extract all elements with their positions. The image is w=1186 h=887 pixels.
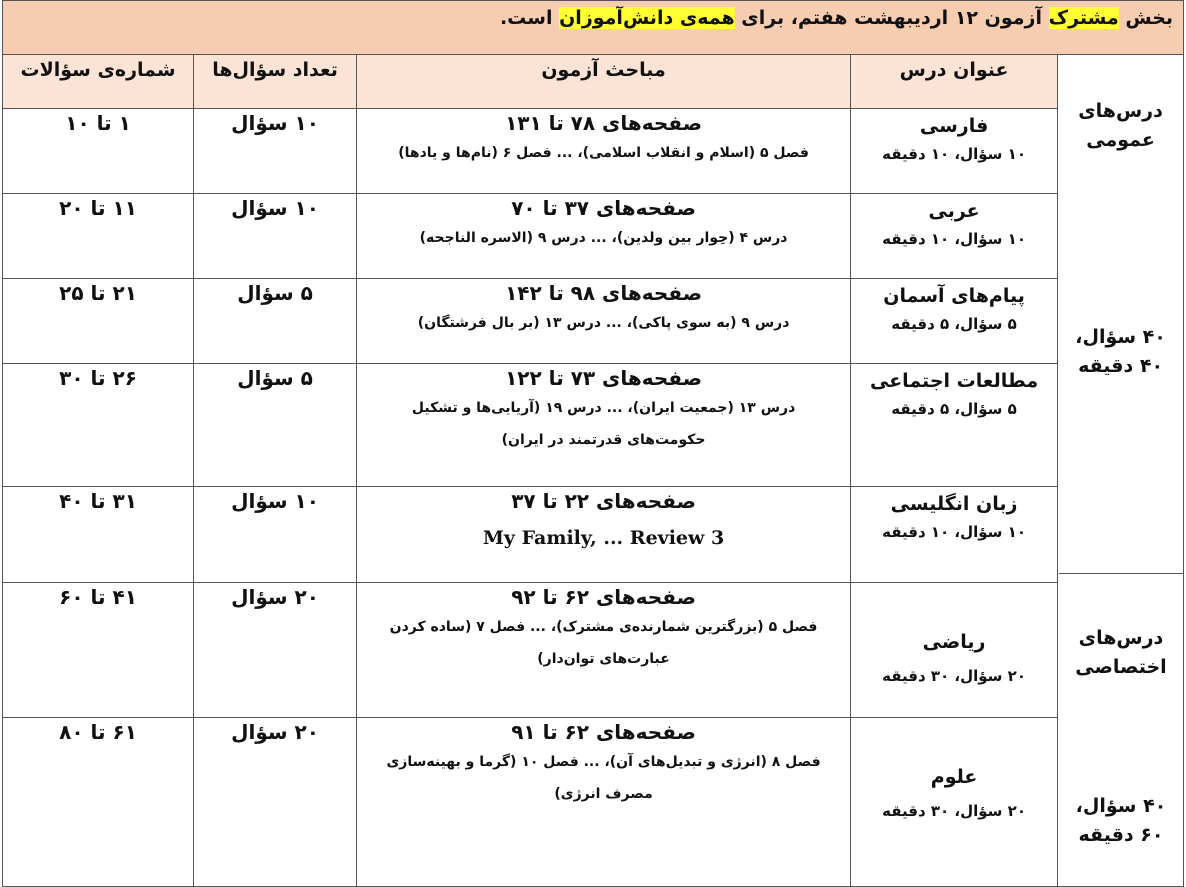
- topic-pages: صفحه‌های ۹۸ تا ۱۴۲: [505, 281, 703, 305]
- topic-cell: [357, 279, 851, 364]
- question-count: ۱۰ سؤال: [194, 194, 357, 279]
- topic-cell: [357, 109, 851, 194]
- group-specialized-meta-2: ۶۰ دقیقه: [1078, 824, 1164, 847]
- group-specialized-name-1: درس‌های: [1078, 627, 1164, 649]
- header-range: شماره‌ی سؤالات: [3, 55, 194, 109]
- header-count: تعداد سؤال‌ها: [194, 55, 357, 109]
- topic-desc: درس ۹ (به سوی پاکی)، ... درس ۱۳ (بر بال فرشتگان): [417, 315, 790, 331]
- topic-pages: صفحه‌های ۷۸ تا ۱۳۱: [505, 111, 703, 135]
- topic-cell: [357, 194, 851, 279]
- question-range: ۱۱ تا ۲۰: [3, 194, 194, 279]
- question-range: ۶۱ تا ۸۰: [3, 718, 194, 887]
- exam-topics-table: [2, 0, 1184, 887]
- question-count: ۵ سؤال: [194, 364, 357, 487]
- banner-title: [3, 1, 1184, 55]
- subject-meta: ۵ سؤال، ۵ دقیقه: [891, 400, 1017, 418]
- subject-cell: [851, 718, 1058, 887]
- table-row: [3, 279, 1184, 364]
- topic-desc: درس ۱۳ (جمعیت ایران)، ... درس ۱۹ (آریایی‌ها و تشکیل حکومت‌های قدرتمند در ایران): [411, 400, 796, 449]
- subject-name: عربی: [928, 200, 980, 222]
- subject-meta: ۱۰ سؤال، ۱۰ دقیقه: [882, 230, 1026, 248]
- topic-desc: فصل ۵ (بزرگترین شمارنده‌ی مشترک)، ... فصل ۷ (ساده کردن عبارت‌های توان‌دار): [389, 619, 818, 668]
- banner-highlight-shared: مشترک: [1048, 7, 1119, 29]
- group-general-meta-2: ۴۰ دقیقه: [1078, 355, 1164, 378]
- question-count: ۲۰ سؤال: [194, 718, 357, 887]
- table-row: [3, 583, 1184, 718]
- question-count: ۲۰ سؤال: [194, 583, 357, 718]
- table-row: [3, 364, 1184, 487]
- banner-text: آزمون ۱۲ اردیبهشت هفتم، برای: [734, 7, 1049, 29]
- header-subject: عنوان درس: [851, 55, 1058, 109]
- subject-name: ریاضی: [922, 631, 986, 653]
- topic-cell: [357, 487, 851, 583]
- banner-text: است.: [499, 7, 560, 29]
- subject-meta: ۱۰ سؤال، ۱۰ دقیقه: [882, 145, 1026, 163]
- topic-pages: صفحه‌های ۲۲ تا ۳۷: [511, 489, 696, 513]
- group-general-label: [1058, 97, 1183, 156]
- group-specialized-meta-1: ۴۰ سؤال،: [1075, 795, 1167, 817]
- question-range: ۱ تا ۱۰: [3, 109, 194, 194]
- subject-cell: [851, 364, 1058, 487]
- header-topics: مباحث آزمون: [357, 55, 851, 109]
- subject-cell: [851, 279, 1058, 364]
- subject-cell: [851, 194, 1058, 279]
- subject-cell: [851, 487, 1058, 583]
- topic-desc-english: My Family, ... Review 3: [482, 527, 725, 549]
- topic-desc: فصل ۸ (انرژی و تبدیل‌های آن)، ... فصل ۱۰ (گرما و بهینه‌سازی مصرف انرژی): [386, 754, 821, 803]
- subject-meta: ۲۰ سؤال، ۳۰ دقیقه: [882, 802, 1026, 820]
- subject-name: پیام‌های آسمان: [883, 285, 1025, 307]
- subject-cell: [851, 109, 1058, 194]
- topic-pages: صفحه‌های ۳۷ تا ۷۰: [511, 196, 696, 220]
- topic-desc: فصل ۵ (اسلام و انقلاب اسلامی)، ... فصل ۶ (نام‌ها و یادها): [398, 145, 809, 161]
- subject-meta: ۵ سؤال، ۵ دقیقه: [891, 315, 1017, 333]
- table-row: [3, 718, 1184, 887]
- subject-meta: ۱۰ سؤال، ۱۰ دقیقه: [882, 523, 1026, 541]
- group-specialized-name-2: اختصاصی: [1075, 656, 1167, 679]
- group-specialized-block: [1059, 573, 1183, 880]
- topic-cell: [357, 583, 851, 718]
- question-range: ۲۶ تا ۳۰: [3, 364, 194, 487]
- table-row: [3, 109, 1184, 194]
- topic-pages: صفحه‌های ۶۲ تا ۹۱: [511, 720, 696, 744]
- question-count: ۱۰ سؤال: [194, 487, 357, 583]
- group-specialized-meta: [1059, 792, 1183, 851]
- table-row: [3, 487, 1184, 583]
- subject-name: علوم: [930, 766, 978, 788]
- topic-cell: [357, 364, 851, 487]
- group-specialized-label: [1059, 624, 1183, 683]
- subject-name: زبان انگلیسی: [890, 493, 1018, 515]
- topic-pages: صفحه‌های ۶۲ تا ۹۲: [511, 585, 696, 609]
- subject-name: فارسی: [919, 115, 989, 137]
- topic-desc: درس ۴ (حِوار بین ولدین)، ... درس ۹ (الاسره الناجحه): [419, 230, 788, 246]
- question-count: ۱۰ سؤال: [194, 109, 357, 194]
- subject-cell: [851, 583, 1058, 718]
- subject-name: مطالعات اجتماعی: [869, 370, 1039, 392]
- question-range: ۲۱ تا ۲۵: [3, 279, 194, 364]
- group-general-name-2: عمومی: [1086, 129, 1155, 152]
- subject-meta: ۲۰ سؤال، ۳۰ دقیقه: [882, 667, 1026, 685]
- group-general-meta-1: ۴۰ سؤال،: [1075, 326, 1166, 348]
- banner-text: بخش: [1118, 7, 1174, 29]
- question-range: ۳۱ تا ۴۰: [3, 487, 194, 583]
- banner-highlight-all-students: همه‌ی دانش‌آموزان: [559, 7, 735, 29]
- group-general-name-1: درس‌های: [1078, 100, 1163, 122]
- question-range: ۴۱ تا ۶۰: [3, 583, 194, 718]
- group-general-meta: [1058, 323, 1183, 382]
- topic-pages: صفحه‌های ۷۳ تا ۱۲۲: [505, 366, 703, 390]
- question-count: ۵ سؤال: [194, 279, 357, 364]
- table-row: [3, 194, 1184, 279]
- topic-cell: [357, 718, 851, 887]
